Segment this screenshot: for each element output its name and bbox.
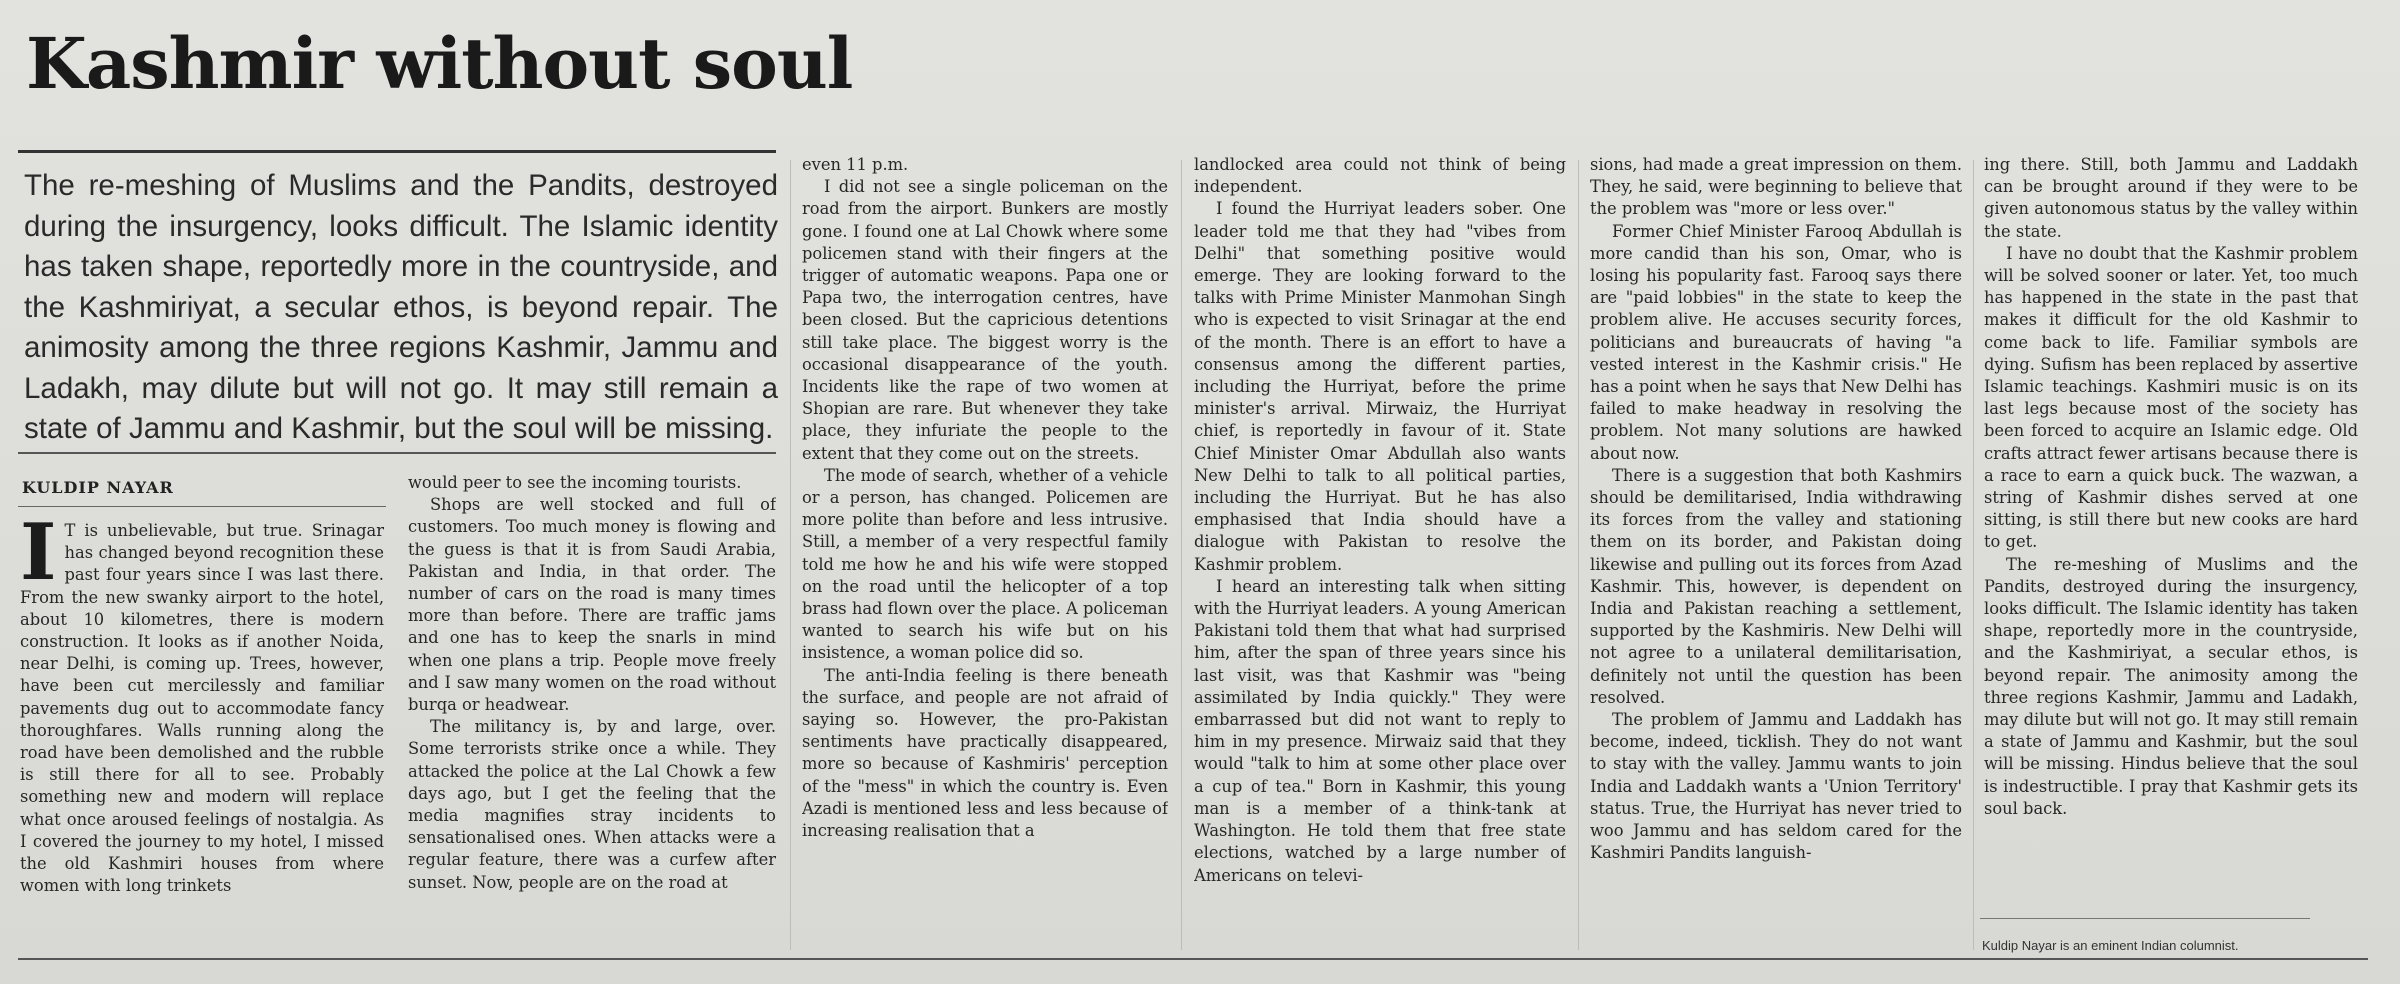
- column-5: [1590, 154, 1962, 960]
- paragraph: even 11 p.m.: [802, 155, 909, 174]
- end-rule: [1980, 918, 2310, 919]
- headline-rule: [18, 150, 776, 153]
- byline-rule: [18, 506, 386, 507]
- paragraph: would peer to see the incoming tourists.: [408, 473, 742, 492]
- paragraph: I T is unbelievable, but true. Srinagar has changed beyond recognition these past four years since I was last there. From the new swanky airport to the hotel, about 10 kilometres, there is modern construction. It looks as if another Noida, near Delhi, is coming up. Trees, however, have been cut mercilessly and familiar pavements dug out to accommodate fancy thoroughfares. Walls running along the road have been demolished and the rubble is still there for all to see. Probably something new and modern will replace what once aroused feelings of nostalgia. As I covered the journey to my hotel, I missed the old Kashmiri houses from where women with long trinkets: [20, 520, 384, 896]
- paragraph: landlocked area could not think of being independent.: [1194, 155, 1566, 197]
- column-4: [1194, 154, 1566, 960]
- paragraph: The anti-India feeling is there beneath the surface, and people are not afraid of saying so. However, the pro-Pakistan sentiments have practically disappeared, more so because of Kashmiris' perception of the "mess" in which the country is. Even Azadi is mentioned less and less because of increasing realisation that a: [802, 665, 1168, 841]
- paragraph: The problem of Jammu and Laddakh has become, indeed, ticklish. They do not want to stay with the valley. Jammu wants to join India and Laddakh wants a 'Union Territory' status. True, the Hurriyat has never tried to woo Jammu and has seldom cared for the Kashmiri Pandits languish-: [1590, 710, 1962, 863]
- standfirst: The re-meshing of Muslims and the Pandits, destroyed during the insurgency, looks difficult. The Islamic identity has taken shape, reportedly more in the countryside, and the Kashmiriyat, a secular ethos, is beyond repair. The animosity among the three regions Kashmir, Jammu and Ladakh, may dilute but will not go. It may still remain a state of Jammu and Kashmir, but the soul will be missing.: [24, 169, 778, 445]
- paragraph: There is a suggestion that both Kashmirs should be demilitarised, India withdrawing its forces from the valley and stationing them on its border, and Pakistan doing likewise and pulling out its forces from Azad Kashmir. This, however, is dependent on India and Pakistan reaching a settlement, supported by the Kashmiris. New Delhi will not agree to a unilateral demilitarisation, definitely not until the question has been resolved.: [1590, 465, 1962, 707]
- paragraph: I found the Hurriyat leaders sober. One leader told me that they had "vibes from Delhi" that something positive would emerge. They are looking forward to the talks with Prime Minister Manmohan Singh who is expected to visit Srinagar at the end of the month. There is an effort to have a consensus among the different parties, including the Hurriyat, before the prime minister's arrival. Mirwaiz, the Hurriyat chief, is reportedly in favour of it. State Chief Minister Omar Abdullah also wants New Delhi to talk to all political parties, including the Hurriyat. But he has also emphasised that India should have a dialogue with Pakistan to resolve the Kashmir problem.: [1194, 199, 1566, 574]
- column-3: [802, 154, 1168, 960]
- headline: Kashmir without soul: [26, 22, 853, 105]
- column-divider: [1973, 160, 1974, 950]
- author-tagline: Kuldip Nayar is an eminent Indian columnist.: [1982, 938, 2239, 953]
- column-divider: [1181, 160, 1182, 950]
- paragraph: sions, had made a great impression on them. They, he said, were beginning to believe that the problem was "more or less over.": [1590, 155, 1962, 219]
- paragraph: The militancy is, by and large, over. Some terrorists strike once a while. They attacked the police at the Lal Chowk a few days ago, but I get the feeling that the media magnifies stray incidents to sensationalised ones. When attacks were a regular feature, there was a curfew after sunset. Now, people are on the road at: [408, 717, 776, 892]
- column-1: [20, 520, 384, 960]
- paragraph: Shops are well stocked and full of customers. Too much money is flowing and the guess is that it is from Saudi Arabia, Pakistan and India, in that order. The number of cars on the road is many times more than before. There are traffic jams and one has to keep the snarls in mind when one plans a trip. People move freely and I saw many women on the road without burqa or headwear.: [408, 495, 776, 715]
- paragraph: I did not see a single policeman on the road from the airport. Bunkers are mostly gone. I found one at Lal Chowk where some policemen stand with their fingers at the trigger of automatic weapons. Papa one or Papa two, the interrogation centres, have been closed. But the capricious detentions still take place. The biggest worry is the occasional disappearance of the youth. Incidents like the rape of two women at Shopian are rare. But whenever they take place, they infuriate the people to the extent that they come out on the streets.: [802, 177, 1168, 463]
- paragraph: The re-meshing of Muslims and the Pandits, destroyed during the insurgency, looks difficult. The Islamic identity has taken shape, reportedly more in the countryside, and the Kashmiriyat, a secular ethos, is beyond repair. The animosity among the three regions Kashmir, Jammu and Ladakh, may dilute but will not go. It may still remain a state of Jammu and Kashmir, but the soul will be missing. Hindus believe that the soul is indestructible. I pray that Kashmir gets its soul back.: [1984, 554, 2358, 818]
- paragraph: Former Chief Minister Farooq Abdullah is more candid than his son, Omar, who is losing his popularity fast. Farooq says there are "paid lobbies" in the state to keep the problem alive. He accuses security forces, politicians and bureaucrats of having "a vested interest in the Kashmir crisis." He has a point when he says that New Delhi has failed to make headway in resolving the problem. Not many solutions are hawked about now.: [1590, 221, 1962, 463]
- column-divider: [1578, 160, 1579, 950]
- drop-cap: I: [20, 520, 57, 598]
- byline: KULDIP NAYAR: [22, 478, 174, 497]
- bottom-rule: [18, 958, 2368, 960]
- standfirst-rule: [18, 452, 776, 454]
- column-6: [1984, 154, 2358, 914]
- paragraph: I have no doubt that the Kashmir problem will be solved sooner or later. Yet, too much has happened in the state in the past that makes it difficult for the old Kashmir to come back to life. Familiar symbols are dying. Sufism has been replaced by assertive Islamic teachings. Kashmiri music is on its last legs because most of the society has been forced to acquire an Islamic edge. Old crafts attract fewer artisans because there is a race to earn a quick buck. The wazwan, a string of Kashmir dishes served at one sitting, is still there but new cooks are hard to get.: [1984, 243, 2358, 552]
- column-divider: [790, 160, 791, 950]
- paragraph: The mode of search, whether of a vehicle or a person, has changed. Policemen are more polite than before and less intrusive. Still, a member of a very respectful family told me how he and his wife were stopped on the road until the helicopter of a top brass had flown over the place. A policeman wanted to search his wife but on his insistence, a woman police did so.: [802, 465, 1168, 663]
- paragraph: I heard an interesting talk when sitting with the Hurriyat leaders. A young American Pakistani told them that what had surprised him, after the span of three years since his last visit, was that Kashmir was "being assimilated by India quickly." They were embarrassed but did not want to reply to him in my presence. Mirwaiz said that they would "talk to him at some other place over a cup of tea." Born in Kashmir, this young man is a member of a think-tank at Washington. He told them that free state elections, watched by a large number of Americans on televi-: [1194, 576, 1566, 885]
- paragraph: ing there. Still, both Jammu and Laddakh can be brought around if they were to be given autonomous status by the valley within the state.: [1984, 155, 2358, 241]
- column-2: [408, 472, 776, 960]
